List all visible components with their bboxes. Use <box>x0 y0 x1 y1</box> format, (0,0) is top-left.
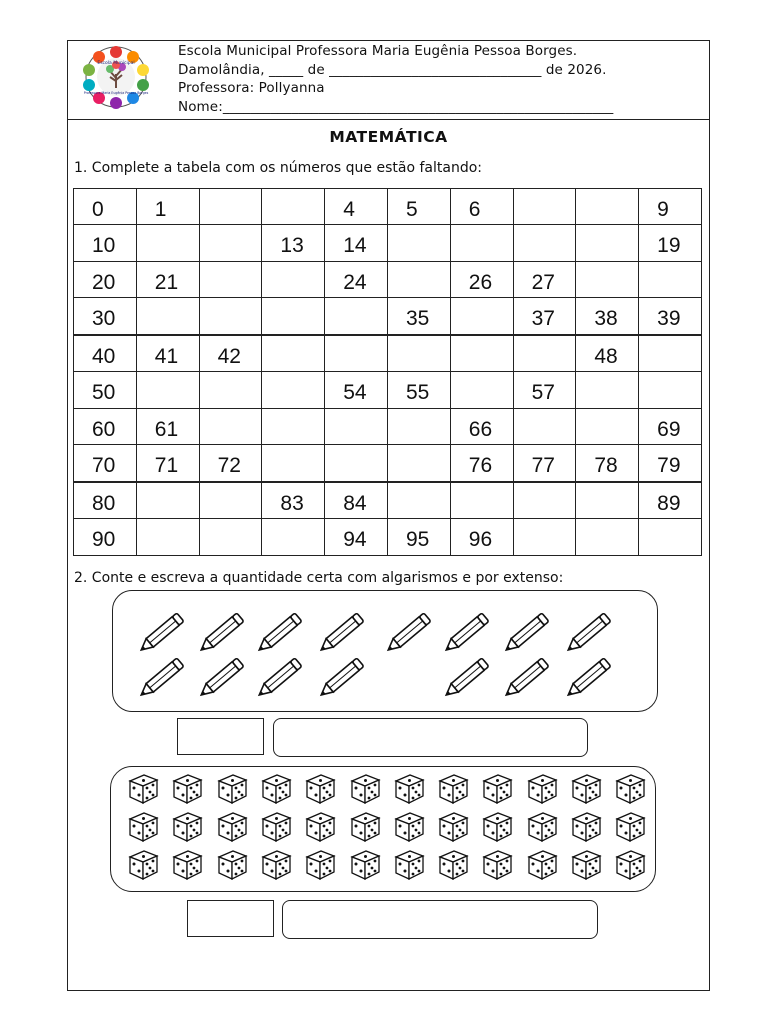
number-cell: 5 <box>387 189 450 225</box>
dice-icon <box>480 848 514 886</box>
dice-icon <box>259 772 293 810</box>
number-cell: 30 <box>74 298 137 335</box>
blank-cell[interactable] <box>325 408 388 444</box>
number-cell: 83 <box>262 482 325 519</box>
dice-icon <box>569 772 603 810</box>
number-cell: 41 <box>136 335 199 372</box>
blank-cell[interactable] <box>199 261 262 297</box>
table-row <box>74 372 702 408</box>
number-cell: 78 <box>576 445 639 482</box>
dice-icon <box>259 848 293 886</box>
dice-icon <box>613 772 647 810</box>
blank-cell[interactable] <box>325 445 388 482</box>
number-cell: 6 <box>450 189 513 225</box>
logo-bottom-text: Professora Maria Eugênia Pessoa Borges <box>83 91 149 95</box>
number-cell: 55 <box>387 372 450 408</box>
dice-icon <box>170 848 204 886</box>
blank-cell[interactable] <box>576 225 639 261</box>
dice-icon <box>126 810 160 848</box>
number-cell: 94 <box>325 519 388 556</box>
number-cell: 60 <box>74 408 137 444</box>
number-cell: 10 <box>74 225 137 261</box>
number-cell: 26 <box>450 261 513 297</box>
dice-icon <box>259 810 293 848</box>
blank-cell[interactable] <box>262 519 325 556</box>
question-2-prompt: 2. Conte e escreva a quantidade certa com algarismos e por extenso: <box>74 570 564 586</box>
number-cell: 89 <box>639 482 702 519</box>
blank-cell[interactable] <box>450 225 513 261</box>
blank-cell[interactable] <box>576 372 639 408</box>
table-row <box>74 445 702 482</box>
number-cell: 4 <box>325 189 388 225</box>
blank-cell[interactable] <box>576 519 639 556</box>
number-cell: 80 <box>74 482 137 519</box>
number-cell: 13 <box>262 225 325 261</box>
blank-cell[interactable] <box>513 225 576 261</box>
table-row <box>74 335 702 372</box>
dice-icon <box>170 810 204 848</box>
blank-cell[interactable] <box>387 445 450 482</box>
blank-cell[interactable] <box>450 335 513 372</box>
number-cell: 19 <box>639 225 702 261</box>
blank-cell[interactable] <box>387 408 450 444</box>
number-cell: 77 <box>513 445 576 482</box>
dice-icon <box>392 810 426 848</box>
number-cell: 37 <box>513 298 576 335</box>
number-table <box>73 188 702 556</box>
blank-cell[interactable] <box>262 445 325 482</box>
number-cell: 35 <box>387 298 450 335</box>
dice-icon <box>436 772 470 810</box>
table-row <box>74 261 702 297</box>
number-cell: 96 <box>450 519 513 556</box>
blank-cell[interactable] <box>576 408 639 444</box>
pencil-icon <box>316 649 374 705</box>
number-cell: 66 <box>450 408 513 444</box>
dice-icon <box>126 772 160 810</box>
number-cell: 42 <box>199 335 262 372</box>
blank-cell[interactable] <box>199 189 262 225</box>
blank-cell[interactable] <box>639 519 702 556</box>
dice-icon <box>215 848 249 886</box>
logo-ring <box>83 46 149 109</box>
student-name-field[interactable]: Nome:_________________________________________________________ <box>178 99 614 115</box>
blank-cell[interactable] <box>199 372 262 408</box>
dice-icon <box>303 772 337 810</box>
number-cell: 1 <box>136 189 199 225</box>
table-row <box>74 298 702 335</box>
pencil-icon <box>254 649 312 705</box>
school-name: Escola Municipal Professora Maria Eugênia Pessoa Borges. <box>178 43 578 59</box>
number-cell: 76 <box>450 445 513 482</box>
blank-cell[interactable] <box>136 298 199 335</box>
table-row <box>74 519 702 556</box>
dice-icon <box>525 810 559 848</box>
dice-icon <box>525 772 559 810</box>
pencil-icon <box>196 649 254 705</box>
pencil-icon <box>136 649 194 705</box>
dice-icon <box>215 810 249 848</box>
blank-cell[interactable] <box>262 298 325 335</box>
blank-cell[interactable] <box>639 261 702 297</box>
number-cell: 24 <box>325 261 388 297</box>
dice-icon <box>170 772 204 810</box>
blank-cell[interactable] <box>262 189 325 225</box>
blank-cell[interactable] <box>450 372 513 408</box>
number-cell: 50 <box>74 372 137 408</box>
dice-icon <box>480 810 514 848</box>
header-divider <box>67 119 710 120</box>
blank-cell[interactable] <box>387 482 450 519</box>
blank-cell[interactable] <box>199 225 262 261</box>
dice-icon <box>126 848 160 886</box>
number-cell: 38 <box>576 298 639 335</box>
teacher-name: Professora: Pollyanna <box>178 80 325 96</box>
dice-icon <box>303 848 337 886</box>
table-row <box>74 189 702 225</box>
blank-cell[interactable] <box>136 519 199 556</box>
dice-icon <box>392 772 426 810</box>
blank-cell[interactable] <box>199 408 262 444</box>
blank-cell[interactable] <box>262 408 325 444</box>
dice-count-digits-box[interactable] <box>187 900 274 937</box>
logo-top-text: Escola Municipal <box>97 61 135 66</box>
blank-cell[interactable] <box>199 298 262 335</box>
dice-icon <box>215 772 249 810</box>
blank-cell[interactable] <box>513 482 576 519</box>
dice-icon <box>436 848 470 886</box>
blank-cell[interactable] <box>576 189 639 225</box>
dice-icon <box>569 810 603 848</box>
blank-cell[interactable] <box>199 482 262 519</box>
number-cell: 14 <box>325 225 388 261</box>
number-cell: 57 <box>513 372 576 408</box>
number-cell: 70 <box>74 445 137 482</box>
dice-icon <box>348 848 382 886</box>
number-cell: 27 <box>513 261 576 297</box>
dice-icon <box>569 848 603 886</box>
number-cell: 90 <box>74 519 137 556</box>
blank-cell[interactable] <box>387 261 450 297</box>
blank-cell[interactable] <box>387 225 450 261</box>
question-1-prompt: 1. Complete a tabela com os números que estão faltando: <box>74 160 482 176</box>
number-cell: 48 <box>576 335 639 372</box>
number-cell: 21 <box>136 261 199 297</box>
number-cell: 39 <box>639 298 702 335</box>
blank-cell[interactable] <box>513 519 576 556</box>
number-cell: 79 <box>639 445 702 482</box>
blank-cell[interactable] <box>262 335 325 372</box>
number-cell: 84 <box>325 482 388 519</box>
number-cell: 95 <box>387 519 450 556</box>
blank-cell[interactable] <box>450 482 513 519</box>
blank-cell[interactable] <box>576 482 639 519</box>
number-cell: 0 <box>74 189 137 225</box>
blank-cell[interactable] <box>513 408 576 444</box>
blank-cell[interactable] <box>325 335 388 372</box>
blank-cell[interactable] <box>199 519 262 556</box>
number-cell: 69 <box>639 408 702 444</box>
dice-icon <box>613 810 647 848</box>
number-cell: 20 <box>74 261 137 297</box>
blank-cell[interactable] <box>639 372 702 408</box>
number-cell: 72 <box>199 445 262 482</box>
number-cell: 71 <box>136 445 199 482</box>
pencil-icon <box>501 649 559 705</box>
blank-cell[interactable] <box>262 372 325 408</box>
table-row <box>74 408 702 444</box>
number-cell: 54 <box>325 372 388 408</box>
number-cell: 40 <box>74 335 137 372</box>
blank-cell[interactable] <box>136 372 199 408</box>
blank-cell[interactable] <box>136 225 199 261</box>
blank-cell[interactable] <box>639 335 702 372</box>
dice-count-words-box[interactable] <box>282 900 598 939</box>
blank-cell[interactable] <box>262 261 325 297</box>
blank-cell[interactable] <box>387 335 450 372</box>
date-line: Damolândia, _____ de _______________________________ de 2026. <box>178 62 607 78</box>
school-logo <box>68 44 164 110</box>
number-cell: 9 <box>639 189 702 225</box>
dice-icon <box>436 810 470 848</box>
table-row <box>74 482 702 519</box>
dice-icon <box>525 848 559 886</box>
pencil-count-words-box[interactable] <box>273 718 588 757</box>
dice-icon <box>392 848 426 886</box>
dice-icon <box>613 848 647 886</box>
blank-cell[interactable] <box>513 335 576 372</box>
blank-cell[interactable] <box>325 298 388 335</box>
dice-icon <box>480 772 514 810</box>
dice-icon <box>348 772 382 810</box>
dice-icon <box>348 810 382 848</box>
blank-cell[interactable] <box>450 298 513 335</box>
number-cell: 61 <box>136 408 199 444</box>
blank-cell[interactable] <box>136 482 199 519</box>
pencil-icon <box>383 604 441 660</box>
dice-icon <box>303 810 337 848</box>
table-row <box>74 225 702 261</box>
blank-cell[interactable] <box>576 261 639 297</box>
page-title: MATEMÁTICA <box>329 128 448 146</box>
pencil-icon <box>441 649 499 705</box>
blank-cell[interactable] <box>513 189 576 225</box>
pencil-icon <box>563 649 621 705</box>
pencil-count-digits-box[interactable] <box>177 718 264 755</box>
